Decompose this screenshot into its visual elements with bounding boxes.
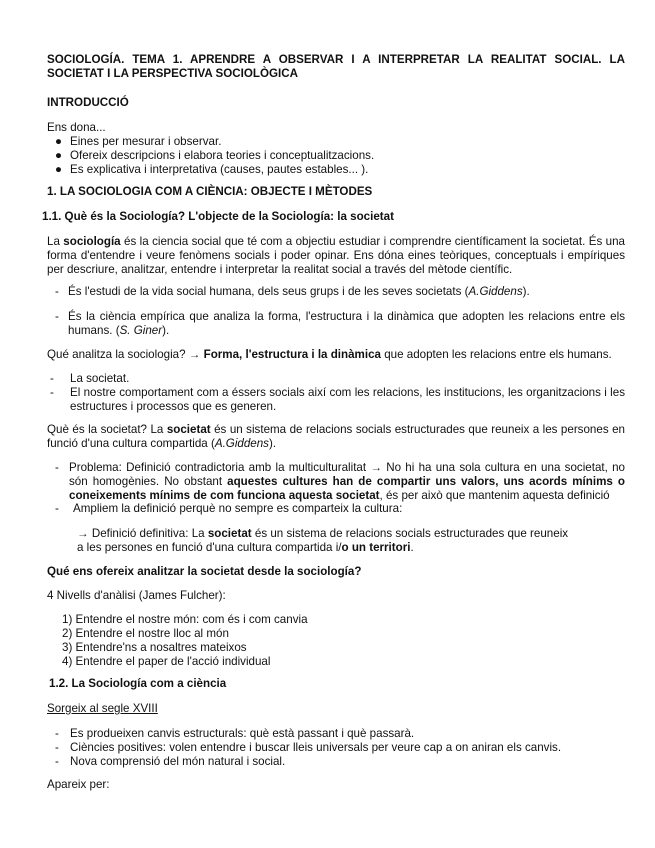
dash-marker: - [50,386,54,399]
definition-paragraph [47,235,625,277]
underlined-line [47,702,625,716]
society-paragraph [47,423,625,451]
subsection-heading: 1.1. Què és la Sociología? L'objecte de la Sociología: la societat [42,210,394,223]
text-run: Qué analitza la sociologia? → [47,348,204,361]
text-run: La [47,235,64,248]
text-run: , és per això que mantenim aquesta definició [379,489,610,502]
text-run: és un sistema de relacions socials estructurades que reuneix [251,527,569,540]
question-paragraph [47,348,625,362]
list-item: El nostre comportament com a éssers socials així com les relacions, les institucions, les organitzacions i les estructures i processos que es generen. [70,386,625,413]
text-run: . [410,541,414,554]
final-definition-line2 [77,541,625,555]
extend-item: Ampliem la definició perquè no sempre es comparteix la cultura: [73,502,403,515]
bullet-marker: ● [55,135,63,148]
list-item: Eines per mesurar i observar. [70,135,222,148]
dash-item-giner [68,310,625,338]
text-run: ). [268,437,277,450]
question-heading: Qué ens ofereix analitzar la societat desde la sociología? [47,565,362,578]
list-item: Ofereix descripcions i elabora teories i conceptualitzacions. [70,149,375,162]
text-run: Problema: Definició contradictoria amb la multiculturalitat → No hi ha una sola cultura en una societat, no són homogènies. No obstant [69,461,625,488]
bold-term: Forma, l'estructura i la dinàmica [203,348,381,361]
intro-heading: INTRODUCCIÓ [47,96,129,109]
document-title: SOCIOLOGÍA. TEMA 1. APRENDRE A OBSERVAR I A INTERPRETAR LA REALITAT SOCIAL. LA SOCIETAT I LA PERSPECTIVA SOCIOLÒGICA [47,53,625,80]
dash-marker: - [55,741,59,754]
dash-item-giddens [68,285,625,299]
appears-lead: Apareix per: [47,778,110,791]
bold-term: aquestes cultures han de compartir uns valors, uns acords mínims o coneixements mínims de com funciona aquesta societat [69,475,625,502]
text-run: Què és la societat? La [47,423,167,436]
bold-term: sociología [63,235,121,248]
dash-marker: - [55,285,59,298]
text-run: a les persones en funció d'una cultura compartida i/ [77,541,342,554]
list-item: Es produeixen canvis estructurals: què està passant i què passarà. [70,727,415,740]
dash-marker: - [55,755,59,768]
text-run: → Definició definitiva: La [77,527,208,540]
list-item: 1) Entendre el nostre món: com és i com canvia [62,613,308,626]
dash-marker: - [55,502,59,515]
dash-marker: - [50,372,54,385]
text-run: ). [162,324,170,337]
list-item: 4) Entendre el paper de l'acció individual [62,655,271,668]
text-run: ). [522,285,530,298]
bold-term: societat [166,423,211,436]
final-definition-line1 [77,527,625,541]
text-run: que adopten les relacions entre els humans. [380,348,612,361]
bold-term: o un territori [341,541,411,554]
bullet-marker: ● [55,163,63,176]
citation: A.Giddens [214,437,269,450]
section-heading: 1. LA SOCIOLOGIA COM A CIÈNCIA: OBJECTE I MÈTODES [47,185,373,198]
text-run: És l'estudi de la vida social humana, dels seus grups i de les seves societats ( [68,285,469,298]
list-item: 3) Entendre'ns a nosaltres mateixos [62,641,247,654]
list-item: La societat. [70,372,130,385]
bullet-marker: ● [55,149,63,162]
list-item: Nova comprensió del món natural i social. [70,755,286,768]
list-item: Es explicativa i interpretativa (causes, pautes estables... ). [70,163,369,176]
citation: S. Giner [119,324,163,337]
dash-marker: - [55,727,59,740]
list-item: 2) Entendre el nostre lloc al món [62,627,229,640]
intro-lead: Ens dona... [47,121,106,134]
citation: A.Giddens [468,285,523,298]
list-item: Ciències positives: volen entendre i buscar lleis universals per veure cap a on aniran els canvis. [70,741,562,754]
text-run: És la ciència empírica que analiza la forma, l'estructura i la dinàmica que adopten les relacions entre els humans. ( [68,310,625,337]
dash-marker: - [55,461,59,474]
text-run: és un sistema de relacions socials estructurades que reuneix a les persones en funció d'una cultura compartida ( [47,423,625,450]
underlined-text: Sorgeix al segle XVIII [47,702,158,715]
levels-lead: 4 Nivells d'anàlisi (James Fulcher): [47,589,226,602]
text-run: és la ciencia social que té com a objectiu estudiar i comprendre científicament la societat. És una forma d'entendre i veure fenòmens socials i poder opinar. Ens dóna eines teòriques, conceptuals i empíriques per descriure, analitzar, entendre i interpretar la realitat social a través del mètode científic. [47,235,625,276]
subsection-heading: 1.2. La Sociología com a ciència [49,677,227,690]
problem-item [69,461,625,503]
dash-marker: - [55,310,59,323]
bold-term: societat [207,527,252,540]
